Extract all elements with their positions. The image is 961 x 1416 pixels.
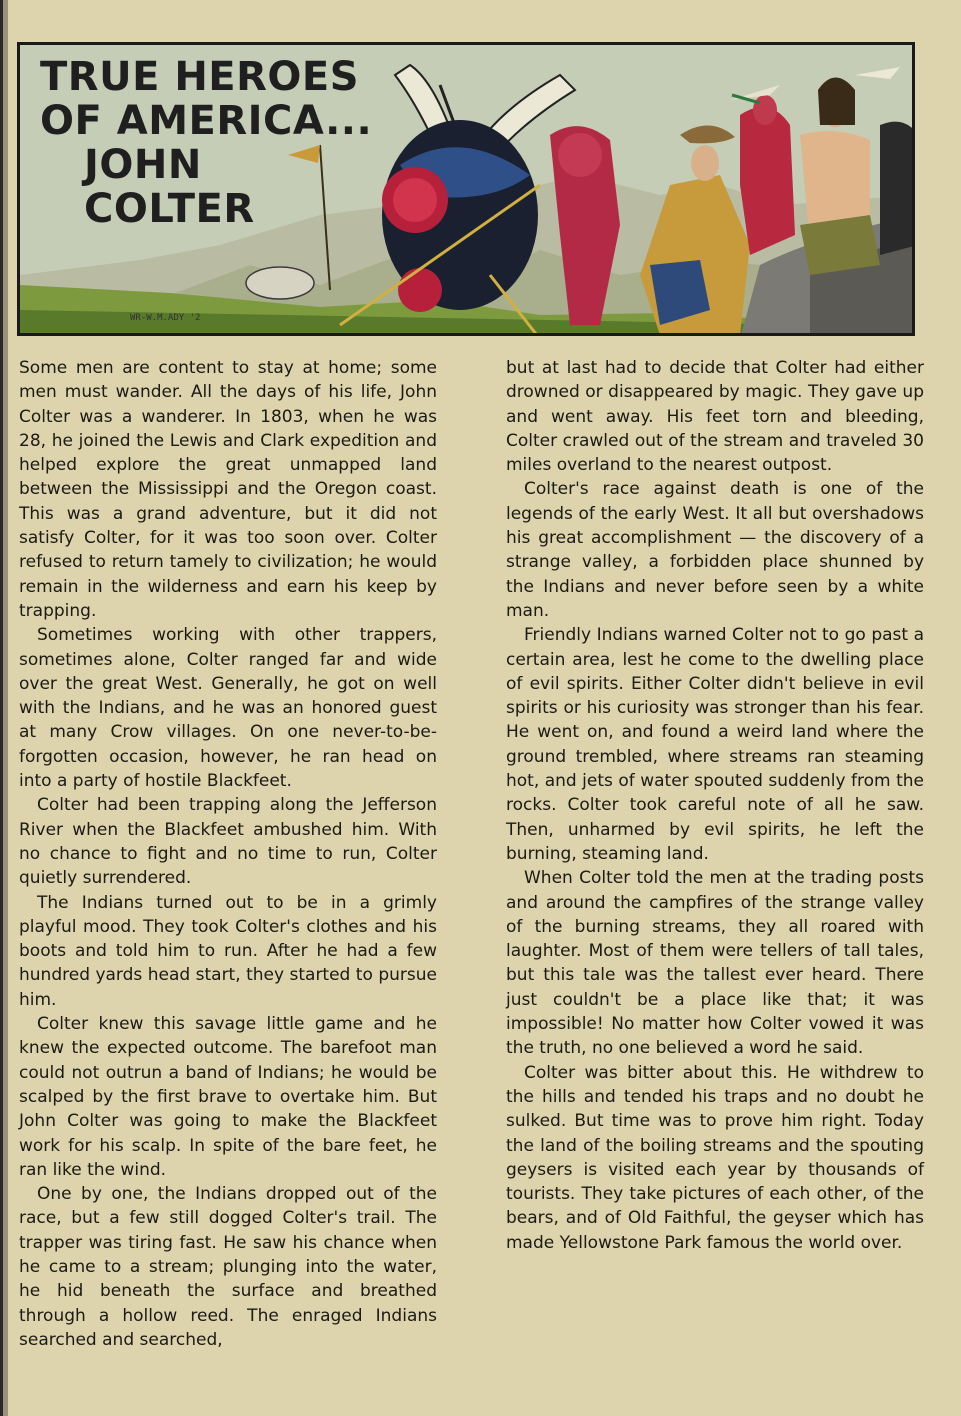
title-line-3: JOHN (84, 142, 202, 188)
page-edge (0, 0, 8, 1416)
paragraph: The Indians turned out to be in a grimly playful mood. They took Colter's clothes and his boots and told him to run. After he had a few hundred yards head start, they started to pursue him. (19, 892, 437, 1010)
paragraph: Friendly Indians warned Colter not to go past a certain area, lest he come to the dwelling place of evil spirits. Either Colter didn't believe in evil spirits or his curiosity was stronger than his fear. He went on, and found a weird land where the ground trembled, where streams ran steaming hot, and jets of water spouted suddenly from the rocks. Colter took careful note of all he saw. Then, unharmed by evil spirits, he left the burning, steaming land. (506, 625, 924, 864)
paragraph: Sometimes working with other trappers, sometimes alone, Colter ranged far and wide over the great West. Generally, he got on well with the Indians, and he was an honored guest at many Crow villages. On one never-to-be-forgotten occasion, however, he ran head on into a party of hostile Blackfeet. (19, 625, 437, 792)
title-line-1: TRUE HEROES (40, 54, 360, 100)
right-text-column (506, 356, 924, 1255)
paragraph: but at last had to decide that Colter had either drowned or disappeared by magic. They gave up and went away. His feet torn and bleeding, Colter crawled out of the stream and traveled 30 miles overland to the nearest outpost. (506, 358, 924, 476)
paragraph: Colter knew this savage little game and he knew the expected outcome. The barefoot man could not outrun a band of Indians; he would be scalped by the first brave to overtake him. But John Colter was going to make the Blackfeet work for his scalp. In spite of the bare feet, he ran like the wind. (19, 1014, 437, 1180)
page-title (40, 55, 372, 231)
paragraph: Colter's race against death is one of the legends of the early West. It all but overshadows his great accomplishment — the discovery of a strange valley, a forbidden place shunned by the Indians and never before seen by a white man. (506, 479, 924, 621)
title-illustration-panel (17, 42, 915, 336)
paragraph: Colter was bitter about this. He withdrew to the hills and tended his traps and no doubt he sulked. But time was to prove him right. Today the land of the boiling streams and the spouting geysers is visited each year by thousands of tourists. They take pictures of each other, of the bears, and of Old Faithful, the geyser which has made Yellowstone Park famous the world over. (506, 1062, 924, 1253)
paragraph: One by one, the Indians dropped out of the race, but a few still dogged Colter's trail. The trapper was tiring fast. He saw his chance when he came to a stream; plunging into the water, he hid beneath the surface and breathed through a hollow reed. The enraged Indians searched and searched, (19, 1184, 437, 1350)
paragraph: Some men are content to stay at home; some men must wander. All the days of his life, John Colter was a wanderer. In 1803, when he was 28, he joined the Lewis and Clark expedition and helped explore the great unmapped land between the Mississippi and the Oregon coast. This was a grand adventure, but it did not satisfy Colter, for it was too soon over. Colter refused to return tamely to civilization; he would remain in the wilderness and earn his keep by trapping. (19, 358, 437, 621)
artist-signature: WR-W.M.ADY '2 (130, 313, 201, 323)
paragraph: When Colter told the men at the trading posts and around the campfires of the strange valley of the burning streams, they all roared with laughter. Most of them were tellers of tall tales, but this tale was the tallest ever heard. There just couldn't be a place like that; it was impossible! No matter how Colter vowed it was the truth, no one believed a word he said. (506, 868, 924, 1059)
paragraph: Colter had been trapping along the Jefferson River when the Blackfeet ambushed him. With no chance to fight and no time to run, Colter quietly surrendered. (19, 795, 437, 889)
title-line-4: COLTER (84, 186, 255, 232)
left-text-column (19, 356, 437, 1352)
title-line-2: OF AMERICA... (40, 98, 373, 144)
